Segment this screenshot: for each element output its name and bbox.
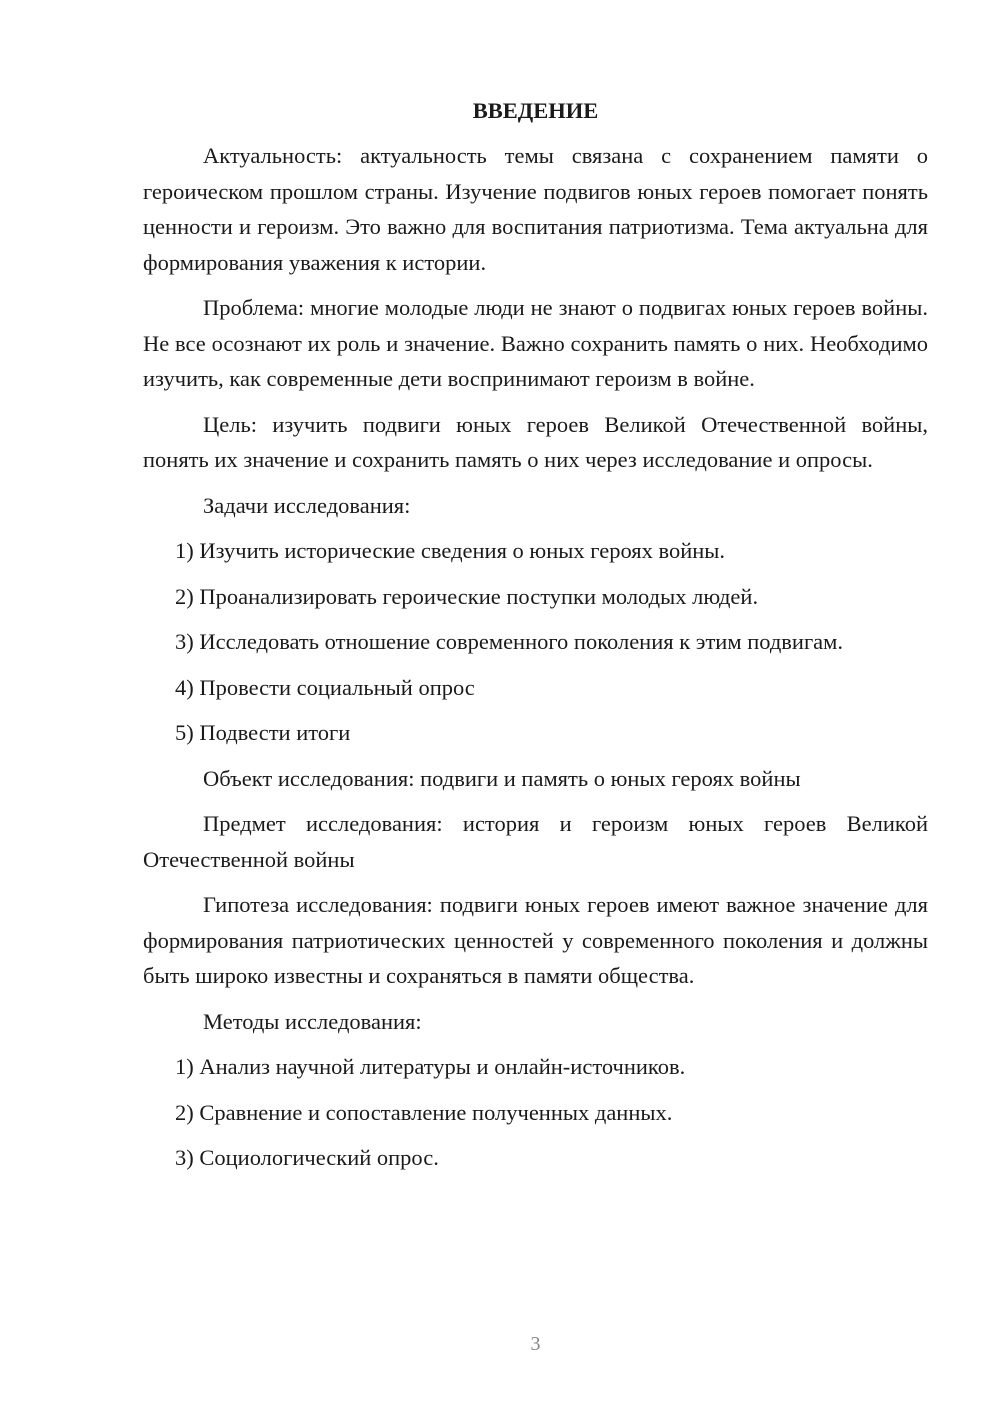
subject-paragraph: Предмет исследования: история и героизм юных героев Великой Отечественной войны: [143, 811, 928, 872]
methods-list: [143, 1049, 928, 1176]
section-title: ВВЕДЕНИЕ: [472, 98, 599, 123]
relevance-paragraph: Актуальность: актуальность темы связана с сохранением памяти о героическом прошлом страны. Изучение подвигов юных героев помогает понять ценности и героизм. Это важно для воспитания патриотизма. Тема актуальна для формирования уважения к истории.: [143, 143, 928, 275]
hypothesis-paragraph: Гипотеза исследования: подвиги юных героев имеют важное значение для формирования патриотических ценностей у современного поколения и должны быть широко известны и сохраняться в памяти общества.: [143, 892, 928, 988]
list-item: 3) Исследовать отношение современного поколения к этим подвигам.: [175, 629, 844, 654]
methods-heading: Методы исследования:: [203, 1008, 422, 1034]
list-item: 4) Провести социальный опрос: [175, 674, 475, 700]
list-item: 2) Проанализировать героические поступки молодых людей.: [175, 583, 759, 609]
list-item: 1) Изучить исторические сведения о юных героях войны.: [175, 538, 726, 563]
goal-paragraph: Цель: изучить подвиги юных героев Великой Отечественной войны, понять их значение и сохранить память о них через исследование и опросы.: [143, 411, 928, 472]
list-item: 1) Анализ научной литературы и онлайн-источников.: [175, 1054, 686, 1079]
problem-paragraph: Проблема: многие молодые люди не знают о подвигах юных героев войны. Не все осознают их роль и значение. Важно сохранить память о них. Необходимо изучить, как современные дети воспринимают героизм в войне.: [143, 295, 928, 391]
document-page: [143, 96, 928, 1186]
object-paragraph: Объект исследования: подвиги и память о юных героях войны: [203, 765, 801, 791]
list-item: 5) Подвести итоги: [175, 720, 351, 745]
tasks-heading: Задачи исследования:: [203, 492, 411, 518]
list-item: 2) Сравнение и сопоставление полученных данных.: [175, 1099, 673, 1125]
list-item: 3) Социологический опрос.: [175, 1145, 439, 1170]
page-number: 3: [530, 1333, 541, 1355]
tasks-list: [143, 533, 928, 751]
